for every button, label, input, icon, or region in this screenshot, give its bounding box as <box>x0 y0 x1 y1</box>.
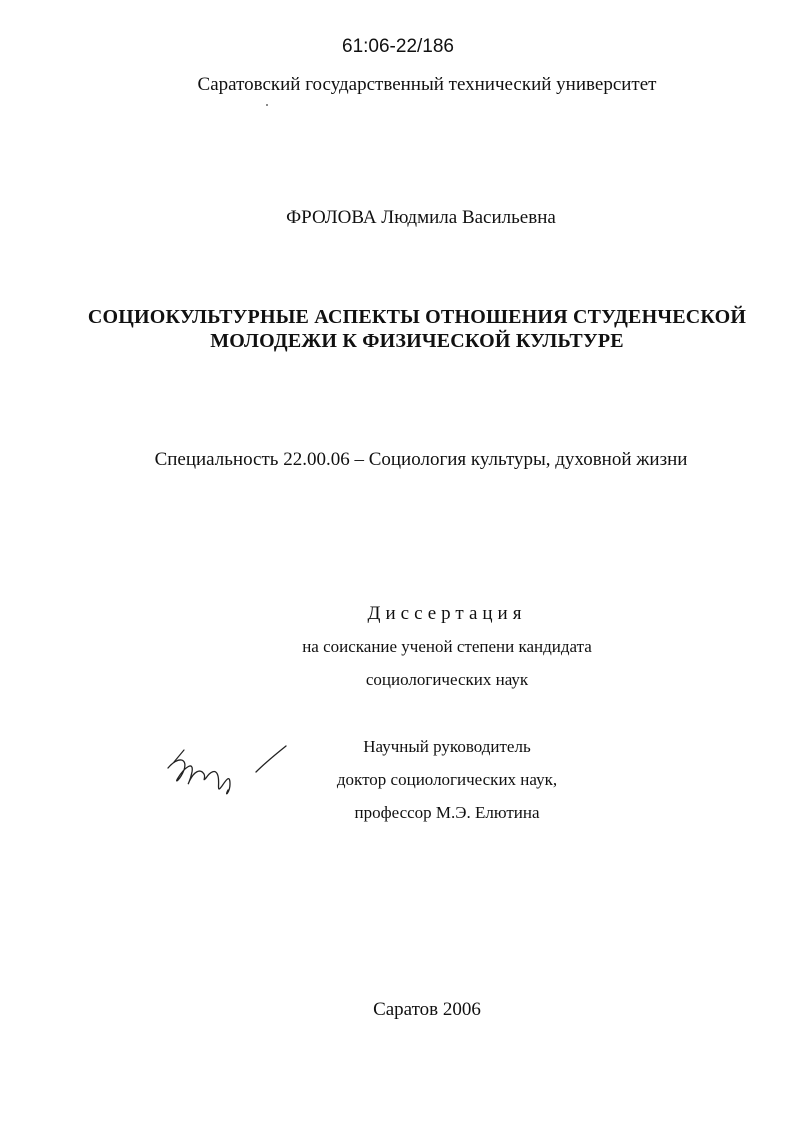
dissertation-heading: Диссертация <box>367 603 527 624</box>
dissertation-degree: на соискание ученой степени кандидата <box>302 637 592 656</box>
scan-speck <box>266 104 268 106</box>
university-name: Саратовский государственный технический университет <box>197 74 657 95</box>
registry-code: 61:06-22/186 <box>342 36 454 57</box>
thesis-title-line-1: СОЦИОКУЛЬТУРНЫЕ АСПЕКТЫ ОТНОШЕНИЯ СТУДЕНЧЕСКОЙ <box>87 306 747 328</box>
thesis-title-line-2: МОЛОДЕЖИ К ФИЗИЧЕСКОЙ КУЛЬТУРЕ <box>210 330 624 352</box>
supervisor-label: Научный руководитель <box>363 737 531 756</box>
city-year: Саратов 2006 <box>373 999 481 1020</box>
specialty: Специальность 22.00.06 – Социология культуры, духовной жизни <box>154 449 688 470</box>
author-name: ФРОЛОВА Людмила Васильевна <box>286 207 556 228</box>
supervisor-name: профессор М.Э. Елютина <box>354 803 540 822</box>
dissertation-field: социологических наук <box>365 670 529 689</box>
supervisor-degree: доктор социологических наук, <box>336 770 558 789</box>
